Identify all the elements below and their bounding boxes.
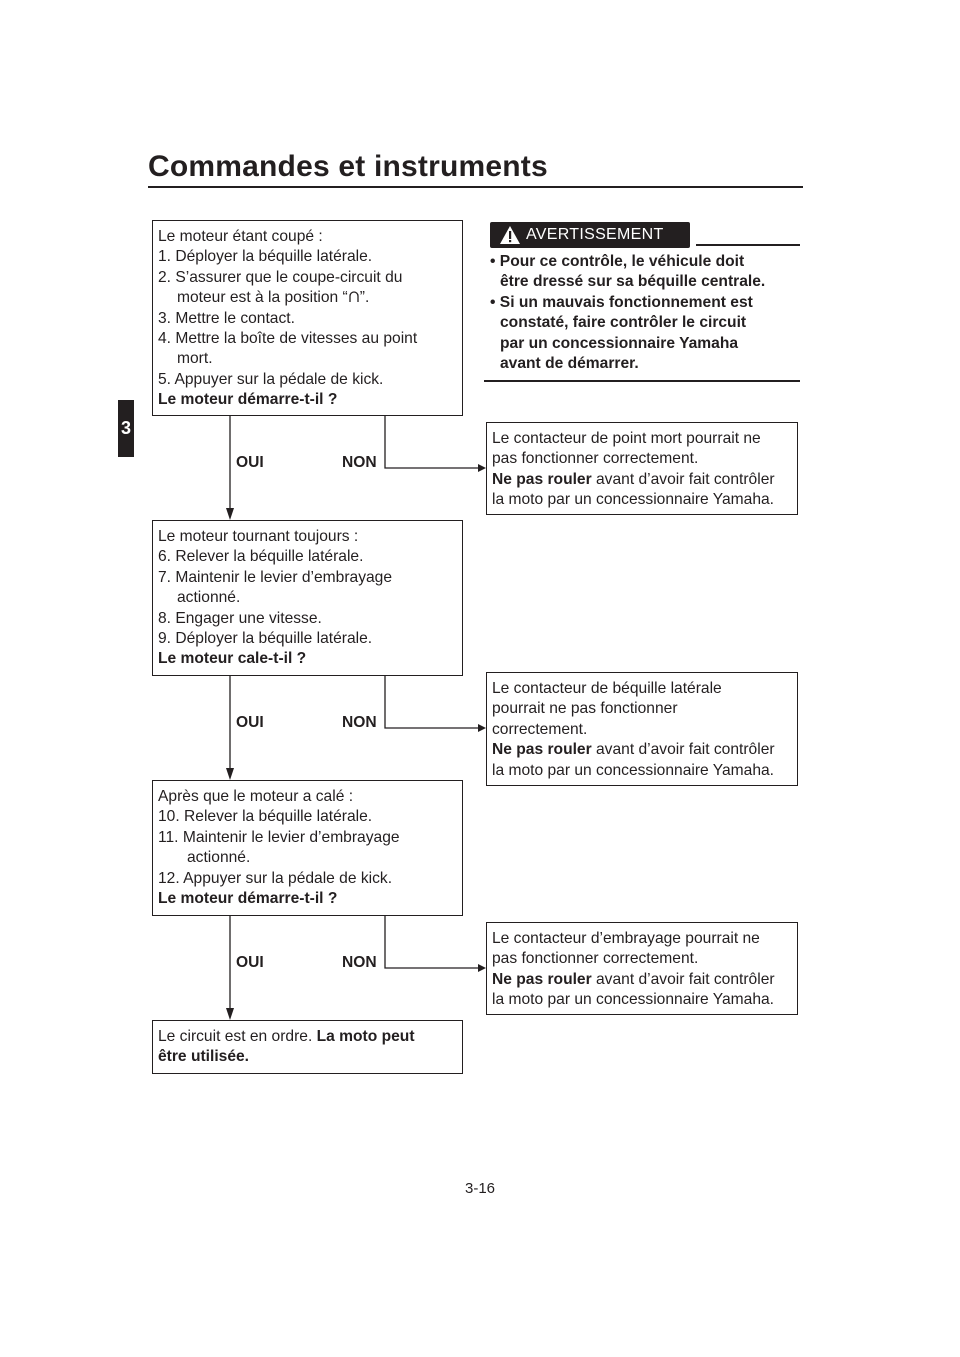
result-ok-bold: La moto peut bbox=[316, 1028, 415, 1045]
step1-box bbox=[152, 220, 463, 416]
warning-rule bbox=[696, 244, 800, 246]
no-label: NON bbox=[342, 714, 377, 731]
step1-question: Le moteur démarre-t-il ? bbox=[158, 391, 338, 409]
step2-line: 7. Maintenir le levier d’embrayage bbox=[158, 568, 393, 586]
fault1-last: la moto par un concessionnaire Yamaha. bbox=[492, 491, 775, 509]
fault2-box bbox=[486, 672, 798, 786]
warning-badge bbox=[490, 222, 690, 248]
chapter-tab: 3 bbox=[118, 400, 134, 457]
no-label: NON bbox=[342, 454, 377, 471]
warning-triangle-icon bbox=[499, 225, 521, 245]
fault2-rest: avant d’avoir fait contrôler bbox=[591, 741, 775, 759]
yes-label: OUI bbox=[236, 954, 264, 971]
warning-badge-label: AVERTISSEMENT bbox=[526, 226, 664, 243]
step2-line: 9. Déployer la béquille latérale. bbox=[158, 630, 373, 648]
step2-question: Le moteur cale-t-il ? bbox=[158, 650, 307, 668]
step1-line: mort. bbox=[177, 350, 213, 368]
step3-line: Après que le moteur a calé : bbox=[158, 788, 354, 805]
fault2-line: correctement. bbox=[492, 720, 588, 738]
step3-line: 12. Appuyer sur la pédale de kick. bbox=[158, 869, 393, 887]
step1-line: 2. S’assurer que le coupe-circuit du bbox=[158, 268, 403, 286]
fault1-rest: avant d’avoir fait contrôler bbox=[591, 470, 775, 488]
fault1-bold: Ne pas rouler bbox=[492, 470, 592, 488]
step1-line: 4. Mettre la boîte de vitesses au point bbox=[158, 330, 418, 348]
fault1-box bbox=[486, 422, 798, 515]
fault3-line: Le contacteur d’embrayage pourrait ne bbox=[492, 930, 760, 947]
fault3-last: la moto par un concessionnaire Yamaha. bbox=[492, 991, 775, 1009]
fault1-line: Le contacteur de point mort pourrait ne bbox=[492, 430, 761, 447]
step2-box bbox=[152, 520, 463, 676]
step1-line: 3. Mettre le contact. bbox=[158, 309, 295, 327]
yes-label: OUI bbox=[236, 454, 264, 471]
step1-symbol-suffix: ”. bbox=[359, 289, 370, 307]
fault2-line: Le contacteur de béquille latérale bbox=[492, 680, 722, 697]
warning-text bbox=[484, 252, 800, 374]
step1-line: moteur est à la position “ bbox=[177, 289, 348, 307]
step2-line: 6. Relever la béquille latérale. bbox=[158, 548, 364, 566]
result-ok-bold: être utilisée. bbox=[158, 1048, 250, 1066]
fault2-bold: Ne pas rouler bbox=[492, 741, 592, 759]
step1-line-indented bbox=[158, 288, 456, 308]
fault1-line: pas fonctionner correctement. bbox=[492, 450, 699, 468]
result-ok-text: Le circuit est en ordre. bbox=[158, 1028, 317, 1045]
warning-bullet: • Pour ce contrôle, le véhicule doit être dressé sur sa béquille centrale. bbox=[490, 253, 766, 291]
step2-line: 8. Engager une vitesse. bbox=[158, 609, 322, 627]
step3-question: Le moteur démarre-t-il ? bbox=[158, 890, 338, 908]
fault3-line: pas fonctionner correctement. bbox=[492, 950, 699, 968]
step1-line: 1. Déployer la béquille latérale. bbox=[158, 248, 373, 266]
step2-line: Le moteur tournant toujours : bbox=[158, 528, 359, 545]
step1-line: Le moteur étant coupé : bbox=[158, 228, 323, 245]
page-number: 3-16 bbox=[464, 1180, 496, 1197]
yes-label: OUI bbox=[236, 714, 264, 731]
step3-line: 11. Maintenir le levier d’embrayage bbox=[158, 828, 400, 846]
fault3-rest: avant d’avoir fait contrôler bbox=[591, 970, 775, 988]
page-title: Commandes et instruments bbox=[148, 150, 548, 183]
result-ok-box bbox=[152, 1020, 463, 1074]
fault2-line: pourrait ne pas fonctionner bbox=[492, 700, 678, 718]
step3-line: 10. Relever la béquille latérale. bbox=[158, 808, 373, 826]
step1-line: 5. Appuyer sur la pédale de kick. bbox=[158, 370, 384, 388]
no-label: NON bbox=[342, 954, 377, 971]
warning-bottom-rule bbox=[484, 380, 800, 382]
step3-line: actionné. bbox=[187, 849, 251, 867]
step2-line: actionné. bbox=[177, 589, 241, 607]
fault2-last: la moto par un concessionnaire Yamaha. bbox=[492, 761, 775, 779]
fault3-box bbox=[486, 922, 798, 1015]
step3-box bbox=[152, 780, 463, 916]
run-position-icon bbox=[348, 290, 360, 304]
fault3-bold: Ne pas rouler bbox=[492, 970, 592, 988]
warning-bullet: • Si un mauvais fonctionnement est constaté, faire contrôler le circuit par un concessionnaire Yamaha avant de démarrer. bbox=[490, 293, 753, 373]
